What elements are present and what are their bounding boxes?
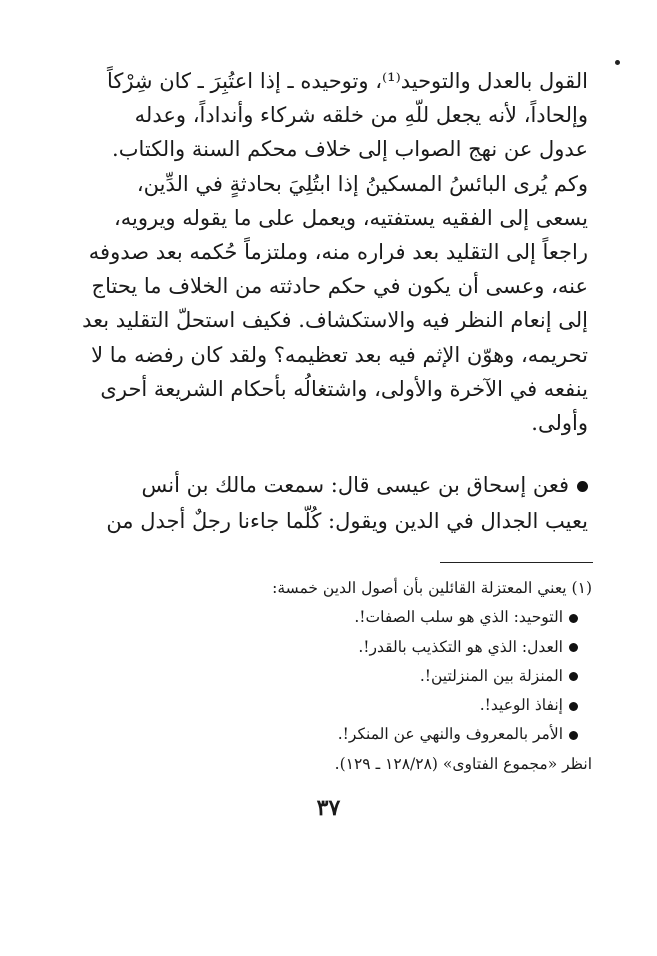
footnote-item-text: الأمر بالمعروف والنهي عن المنكر!. xyxy=(337,725,563,744)
text-line-with-bullet xyxy=(141,467,588,503)
page-number: ٣٧ xyxy=(316,795,341,821)
second-paragraph xyxy=(106,467,588,539)
text-line: فعن إسحاق بن عيسى قال: سمعت مالك بن أنس xyxy=(141,473,569,497)
margin-dot xyxy=(615,60,620,65)
text-line: وإلحاداً، لأنه يجعل للّهِ من خلقه شركاء وأنداداً، وعدله xyxy=(134,103,588,128)
footnote-intro: (١) يعني المعتزلة القائلين بأن أصول الدين خمسة: xyxy=(272,579,592,597)
footnote-item-text: إنفاذ الوعيد!. xyxy=(479,696,563,715)
footnote-item-text: العدل: الذي هو التكذيب بالقدر!. xyxy=(358,637,563,656)
footnote-item-text: المنزلة بين المنزلتين!. xyxy=(419,666,563,685)
bullet-icon xyxy=(569,614,578,623)
text-line: عنه، وعسى أن يكون في حكم حادثته من الخلاف ما يحتاج xyxy=(91,274,588,299)
bullet-icon xyxy=(569,672,578,681)
text-line: وكم يُرى البائسُ المسكينُ إذا ابتُلِيَ بحادثةٍ في الدِّين، xyxy=(136,171,588,196)
footnote-item xyxy=(230,603,592,632)
footnote-item xyxy=(230,720,592,749)
footnote-item xyxy=(230,662,592,691)
text-line: يسعى إلى الفقيه يستفتيه، ويعمل على ما يقوله ويرويه، xyxy=(113,205,588,230)
bullet-icon xyxy=(569,731,578,740)
footnote-item xyxy=(230,633,592,662)
main-paragraph xyxy=(82,64,588,440)
bullet-icon xyxy=(569,643,578,652)
text-line: وأولى. xyxy=(531,410,588,435)
footnote-item-text: التوحيد: الذي هو سلب الصفات!. xyxy=(354,608,563,627)
bullet-icon xyxy=(577,481,588,492)
text-line: القول بالعدل والتوحيد⁽¹⁾، وتوحيده ـ إذا اعتُبِرَ ـ كان شِرْكاً xyxy=(106,69,588,93)
text-line: راجعاً إلى التقليد بعد فراره منه، وملتزماً حُكمه بعد صدوفه xyxy=(88,239,588,264)
footnote-separator xyxy=(440,562,593,563)
text-line: يعيب الجدال في الدين ويقول: كُلّما جاءنا رجلٌ أجدل من xyxy=(106,509,588,533)
footnote-item xyxy=(230,691,592,720)
footnotes xyxy=(230,574,592,779)
text-line: عدول عن نهج الصواب إلى خلاف محكم السنة والكتاب. xyxy=(112,137,588,162)
footnote-source: انظر «مجموع الفتاوى» (١٢٨/٢٨ ـ ١٢٩). xyxy=(334,754,592,773)
text-line: تحريمه، وهوّن الإثم فيه بعد تعظيمه؟ ولقد كان رفضه ما لا xyxy=(91,342,588,367)
text-line: ينفعه في الآخرة والأولى، واشتغالُه بأحكام الشريعة أحرى xyxy=(100,376,588,401)
text-line: إلى إنعام النظر فيه والاستكشاف. فكيف استحلّ التقليد بعد xyxy=(82,308,588,333)
bullet-icon xyxy=(569,702,578,711)
